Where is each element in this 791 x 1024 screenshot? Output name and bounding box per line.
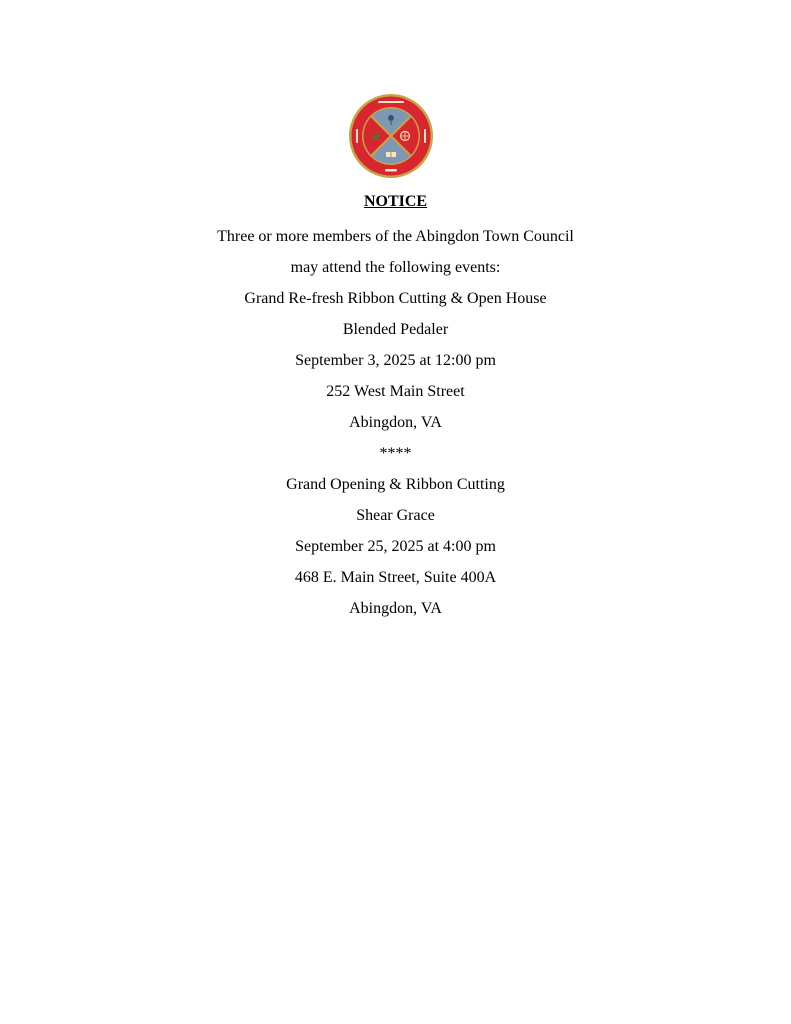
notice-title: NOTICE <box>363 193 428 210</box>
event-1-address: 252 West Main Street <box>326 383 465 400</box>
event-separator: **** <box>379 445 412 462</box>
intro-line-2: may attend the following events: <box>290 259 501 276</box>
intro-line-1: Three or more members of the Abingdon Town Council <box>217 228 574 245</box>
event-1-city: Abingdon, VA <box>349 414 442 431</box>
notice-body <box>0 190 791 624</box>
town-seal-icon <box>348 93 434 179</box>
event-1-datetime: September 3, 2025 at 12:00 pm <box>295 352 496 369</box>
event-2-city: Abingdon, VA <box>349 600 442 617</box>
event-2-business: Shear Grace <box>356 507 435 524</box>
event-1-business: Blended Pedaler <box>342 321 449 338</box>
event-2-name: Grand Opening & Ribbon Cutting <box>286 476 505 493</box>
event-1-name: Grand Re-fresh Ribbon Cutting & Open House <box>244 290 547 307</box>
event-2-datetime: September 25, 2025 at 4:00 pm <box>295 538 496 555</box>
event-2-address: 468 E. Main Street, Suite 400A <box>294 569 497 586</box>
